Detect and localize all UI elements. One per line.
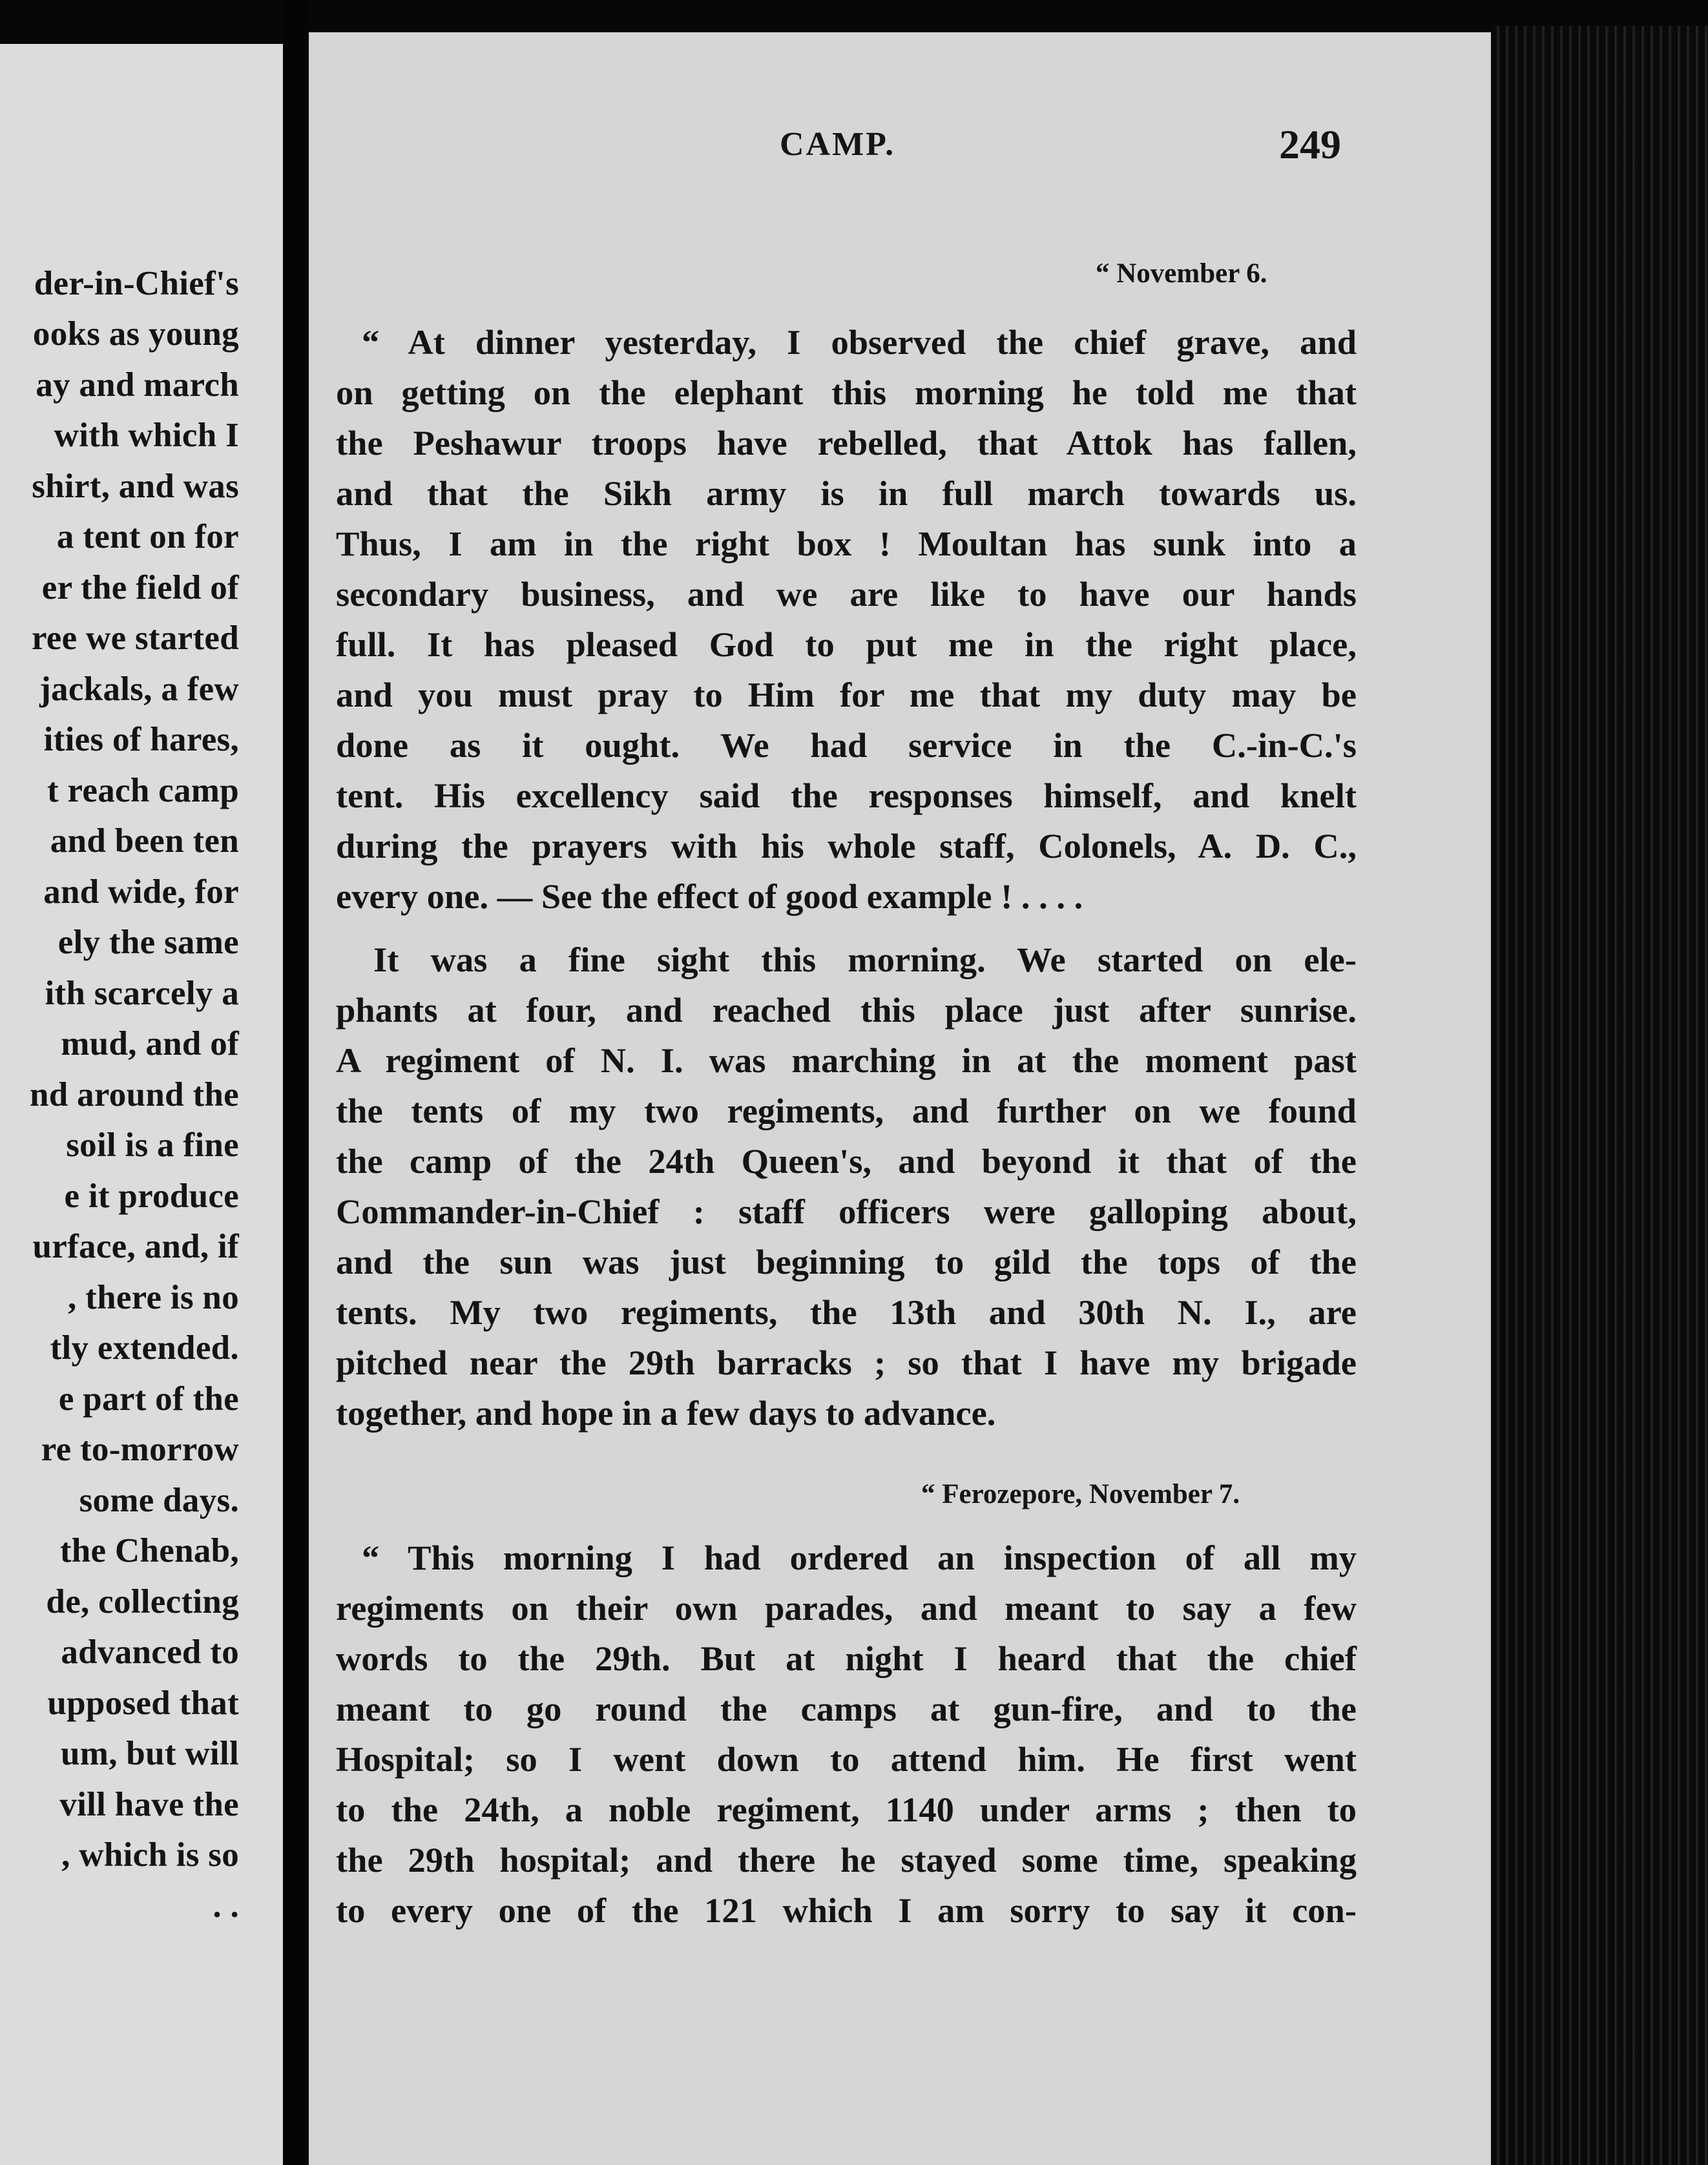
- text-line: secondary business, and we are like to have our hands: [336, 574, 1357, 614]
- left-page-line: um, but will: [60, 1735, 239, 1772]
- text-line: meant to go round the camps at gun-fire, and to the: [336, 1689, 1357, 1728]
- left-page-line: , which is so: [61, 1836, 239, 1874]
- dateline: “ November 6.: [1096, 258, 1267, 289]
- text-line: to the 24th, a noble regiment, 1140 under arms ; then to: [336, 1790, 1357, 1829]
- text-line: regiments on their own parades, and meant to say a few: [336, 1588, 1357, 1628]
- page-number: 249: [1279, 121, 1341, 167]
- text-line: It was a fine sight this morning. We started on ele-: [373, 940, 1357, 979]
- text-line: together, and hope in a few days to advance.: [336, 1393, 996, 1433]
- left-page-line: der-in-Chief's: [34, 265, 239, 302]
- left-page-line: t reach camp: [47, 772, 239, 809]
- left-page-line: the Chenab,: [59, 1532, 239, 1569]
- text-line: every one. — See the effect of good example ! . . . .: [336, 876, 1083, 916]
- left-page-line: re to-morrow: [41, 1431, 239, 1468]
- left-page-line: with which I: [54, 417, 239, 454]
- left-facing-page: [0, 44, 283, 2165]
- text-line: the 29th hospital; and there he stayed some time, speaking: [336, 1840, 1357, 1880]
- left-page-line: and been ten: [50, 822, 239, 860]
- text-line: words to the 29th. But at night I heard that the chief: [336, 1639, 1357, 1678]
- running-head: CAMP.: [780, 126, 896, 163]
- text-line: A regiment of N. I. was marching in at the moment past: [336, 1041, 1357, 1080]
- text-line: the Peshawur troops have rebelled, that Attok has fallen,: [336, 423, 1357, 462]
- text-line: and the sun was just beginning to gild the tops of the: [336, 1242, 1357, 1281]
- text-line: Hospital; so I went down to attend him. He first went: [336, 1739, 1357, 1779]
- left-page-line: and wide, for: [43, 873, 239, 911]
- left-page-line: tly extended.: [50, 1329, 239, 1367]
- text-line: to every one of the 121 which I am sorry to say it con-: [336, 1890, 1357, 1930]
- left-page-line: e part of the: [58, 1380, 239, 1418]
- left-page-line: mud, and of: [61, 1025, 239, 1062]
- left-page-line: de, collecting: [46, 1583, 239, 1621]
- text-line: tents. My two regiments, the 13th and 30th N. I., are: [336, 1292, 1357, 1332]
- left-page-line: ay and march: [36, 366, 239, 404]
- left-page-line: ely the same: [57, 924, 239, 961]
- left-page-line: upposed that: [47, 1684, 239, 1722]
- text-line: full. It has pleased God to put me in the right place,: [336, 625, 1357, 664]
- text-line: the camp of the 24th Queen's, and beyond it that of the: [336, 1141, 1357, 1181]
- text-line: “ At dinner yesterday, I observed the chief grave, and: [362, 322, 1357, 362]
- left-page-line: ooks as young: [32, 315, 239, 353]
- text-line: done as it ought. We had service in the C.-in-C.'s: [336, 725, 1357, 765]
- left-page-line: a tent on for: [56, 518, 239, 555]
- text-line: the tents of my two regiments, and further on we found: [336, 1091, 1357, 1130]
- left-page-line: . .: [213, 1887, 239, 1925]
- text-line: pitched near the 29th barracks ; so that I have my brigade: [336, 1343, 1357, 1382]
- page-edges: [1491, 26, 1708, 2165]
- text-line: Thus, I am in the right box ! Moultan has sunk into a: [336, 524, 1357, 563]
- text-line: phants at four, and reached this place just after sunrise.: [336, 990, 1357, 1030]
- text-line: on getting on the elephant this morning he told me that: [336, 373, 1357, 412]
- left-page-line: vill have the: [59, 1786, 239, 1823]
- left-page-line: soil is a fine: [66, 1126, 239, 1164]
- left-page-line: shirt, and was: [32, 468, 239, 505]
- text-line: and that the Sikh army is in full march towards us.: [336, 473, 1357, 513]
- left-page-line: ities of hares,: [43, 721, 239, 758]
- text-line: Commander-in-Chief : staff officers were galloping about,: [336, 1192, 1357, 1231]
- left-page-line: ree we started: [31, 619, 239, 657]
- text-line: during the prayers with his whole staff, Colonels, A. D. C.,: [336, 826, 1357, 865]
- dateline: “ Ferozepore, November 7.: [921, 1479, 1240, 1509]
- left-page-line: jackals, a few: [39, 670, 239, 708]
- left-page-line: some days.: [79, 1482, 239, 1519]
- left-page-line: nd around the: [30, 1076, 239, 1114]
- left-page-line: , there is no: [68, 1279, 239, 1316]
- left-page-line: e it produce: [64, 1177, 239, 1215]
- text-line: tent. His excellency said the responses himself, and knelt: [336, 776, 1357, 815]
- left-page-line: er the field of: [41, 569, 239, 606]
- left-page-line: ith scarcely a: [45, 975, 239, 1012]
- text-line: and you must pray to Him for me that my duty may be: [336, 675, 1357, 714]
- text-line: “ This morning I had ordered an inspection of all my: [362, 1538, 1357, 1577]
- book-gutter: [283, 0, 309, 2165]
- left-page-line: urface, and, if: [32, 1228, 239, 1265]
- left-page-line: advanced to: [61, 1633, 239, 1671]
